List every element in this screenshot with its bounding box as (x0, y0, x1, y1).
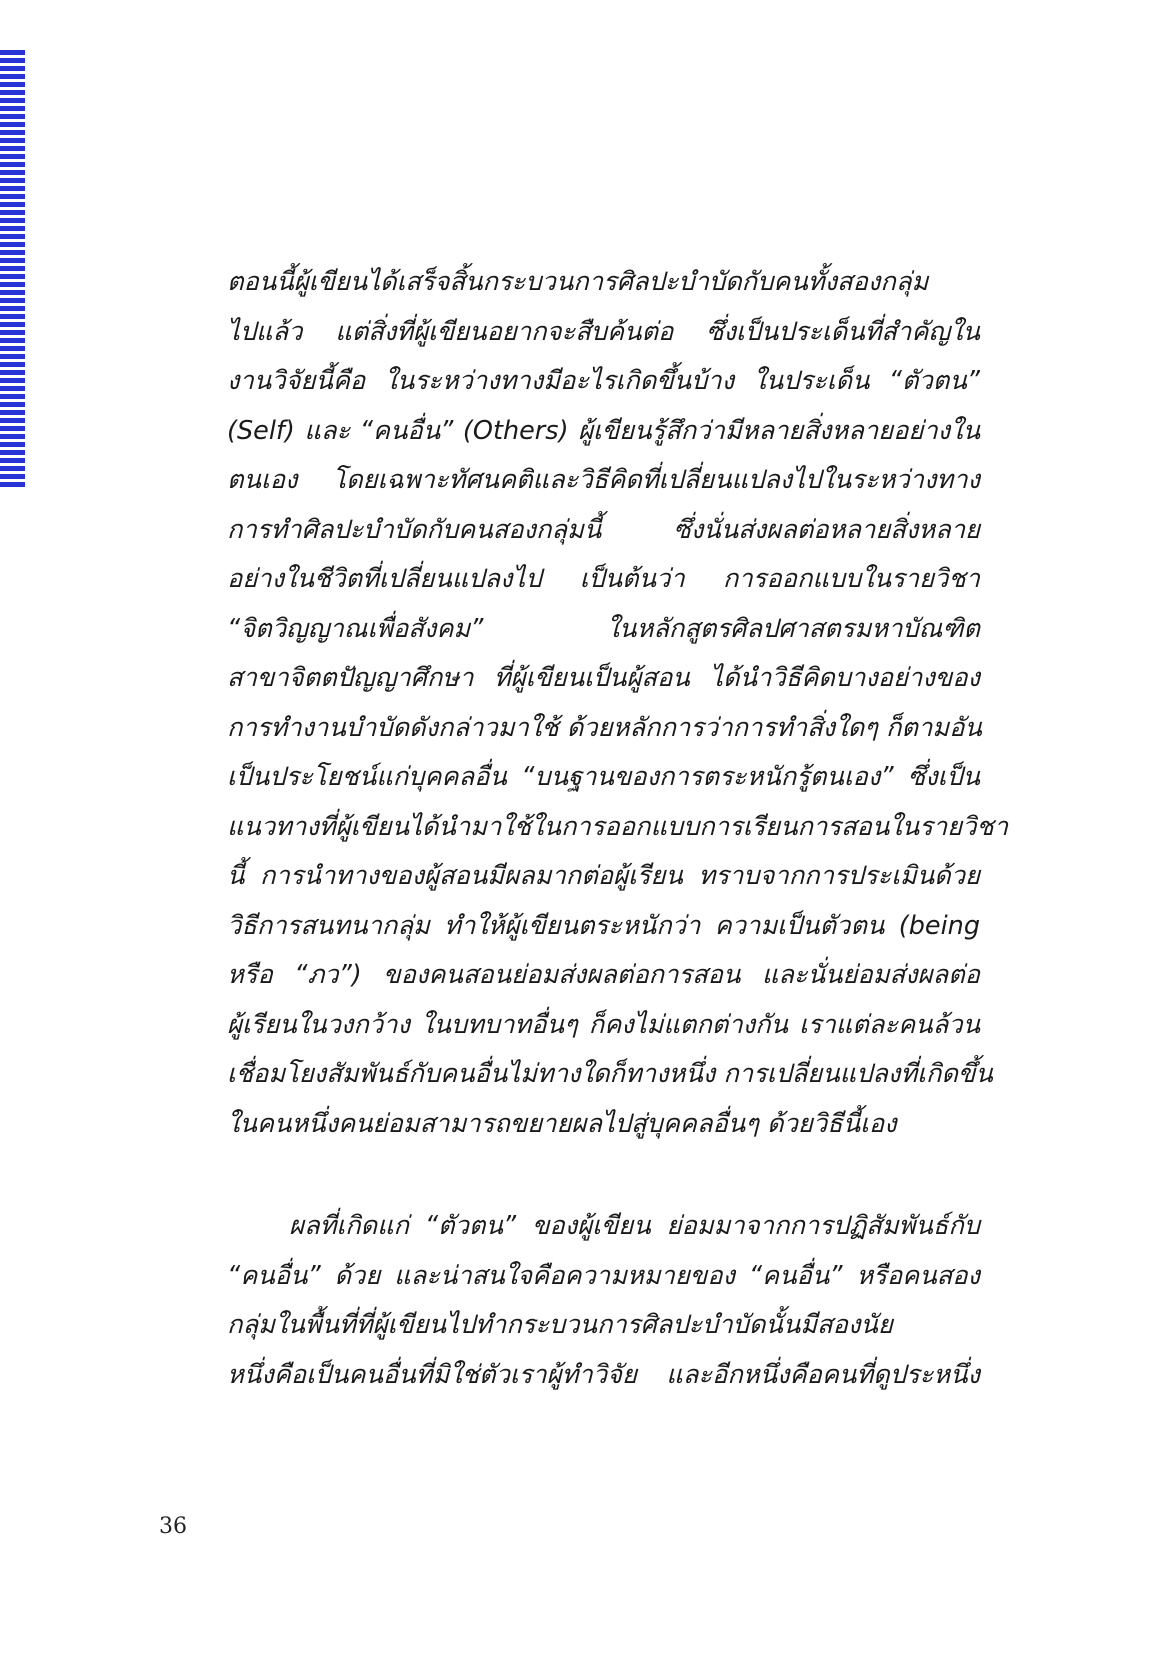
text-line: แนวทางที่ผู้เขียนได้นำมาใช้ในการออกแบบการเรียนการสอนในรายวิชา (227, 811, 1009, 842)
text-line: หนึ่งคือเป็นคนอื่นที่มิใช่ตัวเราผู้ทำวิจัย และอีกหนึ่งคือคนที่ดูประหนึ่ง (227, 1359, 980, 1390)
blue-striped-edge-bar (0, 50, 25, 488)
text-line: ผลที่เกิดแก่ “ตัวตน” ของผู้เขียน ย่อมมาจากการปฏิสัมพันธ์กับ (289, 1211, 980, 1241)
text-line: การทำศิลปะบำบัดกับคนสองกลุ่มนี้ ซึ่งนั่นส่งผลต่อหลายสิ่งหลาย (227, 514, 980, 545)
text-line: หรือ “ภว”) ของคนสอนย่อมส่งผลต่อการสอน และนั่นย่อมส่งผลต่อ (227, 960, 980, 990)
text-line: นี้ การนำทางของผู้สอนมีผลมากต่อผู้เรียน ทราบจากการประเมินด้วย (227, 861, 980, 891)
text-line: ตอนนี้ผู้เขียนได้เสร็จสิ้นกระบวนการศิลปะบำบัดกับคนทั้งสองกลุ่ม (227, 267, 929, 297)
text-line: สาขาจิตตปัญญาศึกษา ที่ผู้เขียนเป็นผู้สอน ได้นำวิธีคิดบางอย่างของ (227, 663, 980, 693)
text-line: วิธีการสนทนากลุ่ม ทำให้ผู้เขียนตระหนักว่า ความเป็นตัวตน (being (227, 910, 980, 941)
text-line: “คนอื่น” ด้วย และน่าสนใจคือความหมายของ “คนอื่น” หรือคนสอง (227, 1260, 980, 1291)
text-line: (Self) และ “คนอื่น” (Others) ผู้เขียนรู้สึกว่ามีหลายสิ่งหลายอย่างใน (227, 415, 980, 446)
page-number: 36 (159, 1514, 187, 1539)
text-line: การทำงานบำบัดดังกล่าวมาใช้ ด้วยหลักการว่าการทำสิ่งใดๆ ก็ตามอัน (227, 712, 982, 743)
body-paragraph-2 (227, 1202, 980, 1400)
text-line: งานวิจัยนี้คือ ในระหว่างทางมีอะไรเกิดขึ้นบ้าง ในประเด็น “ตัวตน” (227, 366, 980, 396)
text-line: ตนเอง โดยเฉพาะทัศนคติและวิธีคิดที่เปลี่ยนแปลงไปในระหว่างทาง (227, 465, 980, 495)
text-line: เชื่อมโยงสัมพันธ์กับคนอื่นไม่ทางใดก็ทางหนึ่ง การเปลี่ยนแปลงที่เกิดขึ้น (227, 1059, 993, 1089)
text-line: ในคนหนึ่งคนย่อมสามารถขยายผลไปสู่บุคคลอื่นๆ ด้วยวิธีนี้เอง (227, 1108, 897, 1139)
text-line: กลุ่มในพื้นที่ที่ผู้เขียนไปทำกระบวนการศิลปะบำบัดนั้นมีสองนัย (227, 1310, 893, 1340)
text-line: ผู้เรียนในวงกว้าง ในบทบาทอื่นๆ ก็คงไม่แตกต่างกัน เราแต่ละคนล้วน (227, 1009, 980, 1040)
text-line: เป็นประโยชน์แก่บุคคลอื่น “บนฐานของการตระหนักรู้ตนเอง” ซึ่งเป็น (227, 762, 980, 792)
text-line: “จิตวิญญาณเพื่อสังคม” ในหลักสูตรศิลปศาสตรมหาบัณฑิต (227, 613, 980, 644)
body-paragraph-1 (227, 258, 1009, 1149)
text-line: อย่างในชีวิตที่เปลี่ยนแปลงไป เป็นต้นว่า การออกแบบในรายวิชา (227, 564, 980, 594)
text-line: ไปแล้ว แต่สิ่งที่ผู้เขียนอยากจะสืบค้นต่อ ซึ่งเป็นประเด็นที่สำคัญใน (227, 316, 980, 347)
